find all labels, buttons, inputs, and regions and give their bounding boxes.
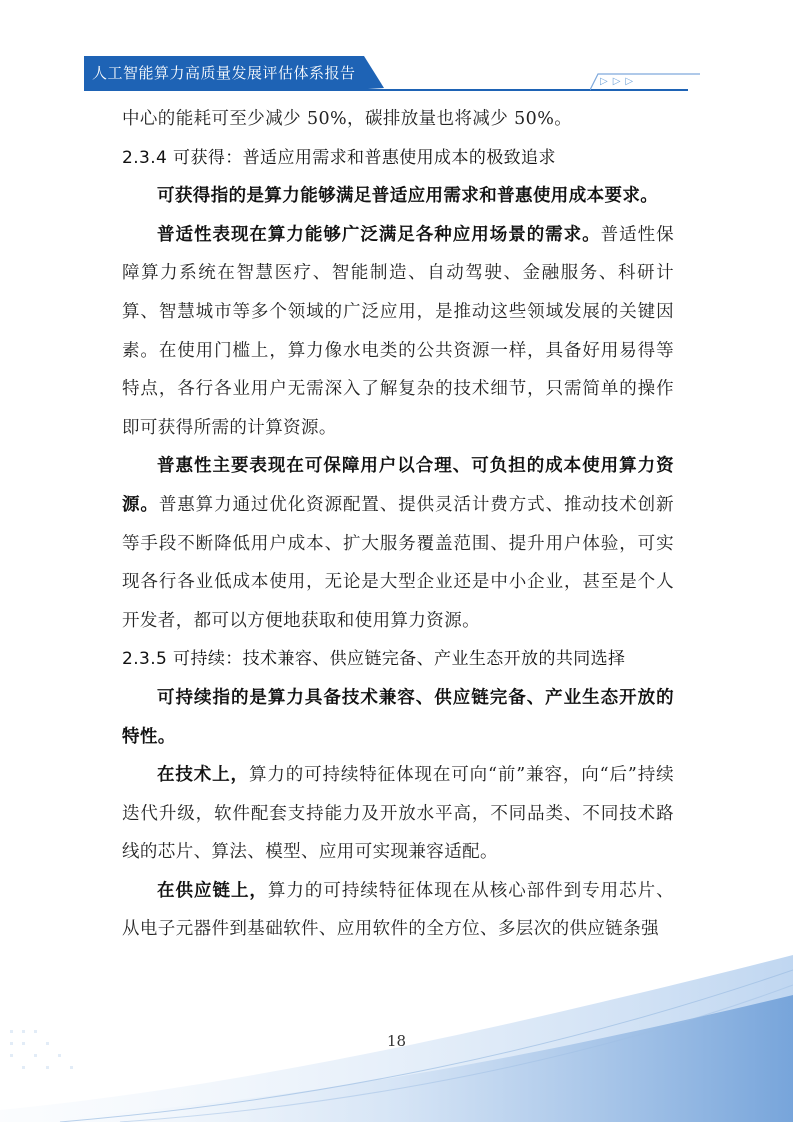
bold-text: 在技术上， — [157, 765, 249, 786]
triple-arrow-icon: ▷▷▷ — [600, 76, 639, 87]
paragraph-universality — [122, 216, 674, 448]
report-title: 人工智能算力高质量发展评估体系报告 — [92, 64, 356, 82]
section-heading-2-3-4: 2.3.4 可获得：普适应用需求和普惠使用成本的极致追求 — [122, 147, 556, 168]
body-text: 普惠算力通过优化资源配置、提供灵活计费方式、推动技术创新等手段不断降低用户成本、扩大服务覆盖范围、提升用户体验，可实现各行各业低成本使用，无论是大型企业还是中小企业，甚至是个人开发者，都可以方便地获取和使用算力资源。 — [122, 494, 674, 631]
bold-text: 普适性表现在算力能够广泛满足各种应用场景的需求。 — [157, 224, 601, 245]
paragraph-sustainability-definition — [122, 679, 674, 756]
paragraph-supply-chain — [122, 872, 674, 949]
bold-text: 可持续指的是算力具备技术兼容、供应链完备、产业生态开放的特性。 — [122, 687, 674, 747]
paragraph-availability-definition — [122, 177, 674, 216]
body-text: 算力的可持续特征体现在可向“前”兼容，向“后”持续迭代升级，软件配套支持能力及开放水平高，不同品类、不同技术路线的芯片、算法、模型、应用可实现兼容适配。 — [122, 765, 674, 863]
bold-text: 普惠性主要表现在可保障用户以合理、可负担的成本使用算力资源。 — [122, 456, 674, 515]
paragraph-technology — [122, 756, 674, 872]
paragraph-inclusiveness — [122, 447, 674, 640]
body-text: 算力的可持续特征体现在从核心部件到专用芯片、从电子元器件到基础软件、应用软件的全方位、多层次的供应链条强 — [122, 880, 674, 940]
header-banner-tail — [352, 56, 402, 90]
page-body — [122, 100, 674, 949]
paragraph-energy: 中心的能耗可至少减少 50%，碳排放量也将减少 50%。 — [122, 109, 573, 129]
section-heading-2-3-5: 2.3.5 可持续：技术兼容、供应链完备、产业生态开放的共同选择 — [122, 649, 626, 670]
bold-text: 可获得指的是算力能够满足普适应用需求和普惠使用成本要求。 — [157, 186, 659, 207]
bold-text: 在供应链上， — [157, 880, 268, 901]
body-text: 普适性保障算力系统在智慧医疗、智能制造、自动驾驶、金融服务、科研计算、智慧城市等多个领域的广泛应用，是推动这些领域发展的关键因素。在使用门槛上，算力像水电类的公共资源一样，具备好用易得等特点，各行各业用户无需深入了解复杂的技术细节，只需简单的操作即可获得所需的计算资源。 — [122, 224, 674, 438]
page-number: 18 — [386, 1032, 407, 1050]
